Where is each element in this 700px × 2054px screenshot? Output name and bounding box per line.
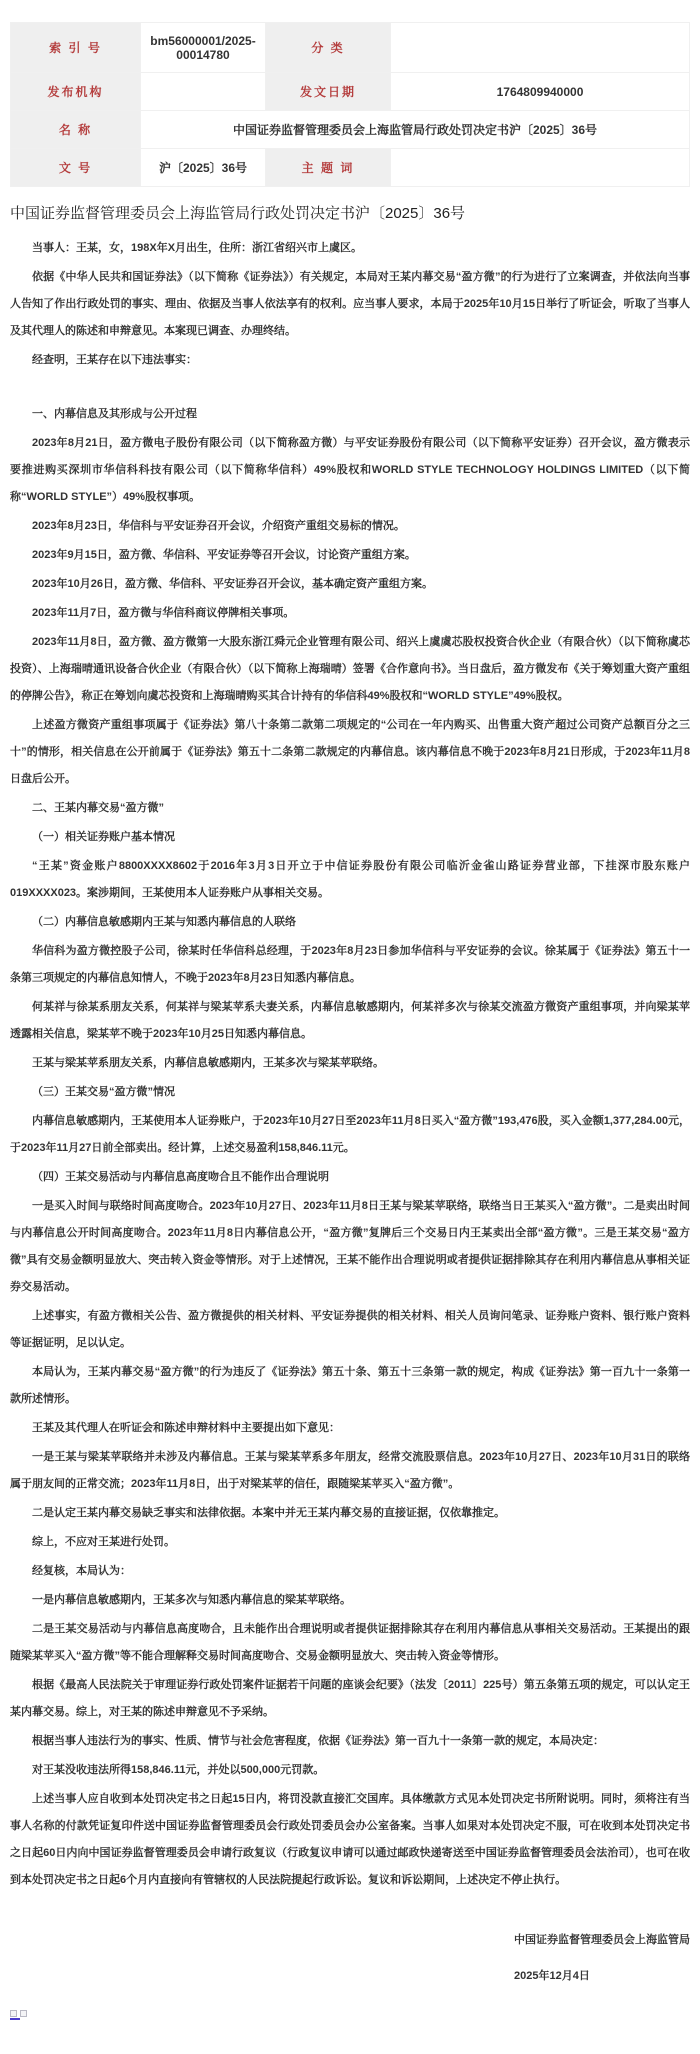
paragraph: （二）内幕信息敏感期内王某与知悉内幕信息的人联络 xyxy=(32,916,296,928)
paragraph: 王某及其代理人在听证会和陈述申辩材料中主要提出如下意见： xyxy=(32,1422,340,1434)
signature-agency: 中国证券监督管理委员会上海监管局 xyxy=(514,1934,690,1946)
paragraph: 对王某没收违法所得158,846.11元，并处以500,000元罚款。 xyxy=(32,1764,325,1776)
paragraph: 二、王某内幕交易“盈方微” xyxy=(32,802,164,814)
paragraph: 根据当事人违法行为的事实、性质、情节与社会危害程度，依据《证券法》第一百九十一条第一款的规定，本局决定： xyxy=(32,1735,604,1747)
meta-row-index xyxy=(11,23,690,73)
issue-date-label: 发文日期 xyxy=(266,73,391,111)
paragraph: 2023年11月7日，盈方微与华信科商议停牌相关事项。 xyxy=(32,607,295,619)
paragraph: 一是王某与梁某苹联络并未涉及内幕信息。王某与梁某苹系多年朋友，经常交流股票信息。2023年10月27日、2023年10月31日的联络属于朋友间的正常交流；2023年11月8日，出于对梁某苹的信任，跟随梁某苹买入“盈方微”。 xyxy=(10,1451,690,1490)
paragraph: 二是王某交易活动与内幕信息高度吻合，且未能作出合理说明或者提供证据排除其存在利用内幕信息从事相关交易活动。王某提出的跟随梁某苹买入“盈方微”等不能合理解释交易时间高度吻合、交易金额明显放大、突击转入资金等情形。 xyxy=(10,1623,690,1662)
paragraph: 综上，不应对王某进行处罚。 xyxy=(32,1536,175,1548)
paragraph: 华信科为盈方微控股子公司，徐某时任华信科总经理，于2023年8月23日参加华信科与平安证券的会议。徐某属于《证券法》第五十一条第三项规定的内幕信息知情人，不晚于2023年8月23日知悉内幕信息。 xyxy=(10,945,690,984)
document-body xyxy=(10,235,690,1894)
document-meta-table xyxy=(10,22,690,187)
paragraph: 依据《中华人民共和国证券法》（以下简称《证券法》）有关规定，本局对王某内幕交易“盈方微”的行为进行了立案调查，并依法向当事人告知了作出行政处罚的事实、理由、依据及当事人依法享有的权利。应当事人要求，本局于2025年10月15日举行了听证会，听取了当事人及其代理人的陈述和申辩意见。本案现已调查、办理终结。 xyxy=(10,271,690,337)
paragraph: （四）王某交易活动与内幕信息高度吻合且不能作出合理说明 xyxy=(32,1171,329,1183)
category-label: 分 类 xyxy=(266,23,391,73)
paragraph: 内幕信息敏感期内，王某使用本人证券账户，于2023年10月27日至2023年11月8日买入“盈方微”193,476股，买入金额1,377,284.00元，于2023年11月27日前全部卖出。经计算，上述交易盈利158,846.11元。 xyxy=(10,1115,690,1154)
paragraph: （三）王某交易“盈方微”情况 xyxy=(32,1086,175,1098)
issue-date-value: 1764809940000 xyxy=(391,73,690,111)
meta-row-name xyxy=(11,111,690,149)
share-icon[interactable] xyxy=(10,2010,17,2017)
doc-name-label: 名 称 xyxy=(11,111,141,149)
paragraph: 上述事实，有盈方微相关公告、盈方微提供的相关材料、平安证券提供的相关材料、相关人员询问笔录、证券账户资料、银行账户资料等证据证明，足以认定。 xyxy=(10,1310,690,1349)
doc-name-value: 中国证券监督管理委员会上海监管局行政处罚决定书沪〔2025〕36号 xyxy=(141,111,690,149)
paragraph: 王某与梁某苹系朋友关系，内幕信息敏感期内，王某多次与梁某苹联络。 xyxy=(32,1057,384,1069)
paragraph: 上述盈方微资产重组事项属于《证券法》第八十条第二款第二项规定的“公司在一年内购买、出售重大资产超过公司资产总额百分之三十”的情形，相关信息在公开前属于《证券法》第五十二条第二款规定的内幕信息。该内幕信息不晚于2023年8月21日形成，于2023年11月8日盘后公开。 xyxy=(10,719,690,785)
paragraph: 根据《最高人民法院关于审理证券行政处罚案件证据若干问题的座谈会纪要》（法发〔2011〕225号）第五条第五项的规定，可以认定王某内幕交易。综上，对王某的陈述申辩意见不予采纳。 xyxy=(10,1679,690,1718)
widget-underline xyxy=(10,2018,20,2020)
paragraph: 本局认为，王某内幕交易“盈方微”的行为违反了《证券法》第五十条、第五十三条第一款的规定，构成《证券法》第一百九十一条第一款所述情形。 xyxy=(10,1366,690,1405)
paragraph: 上述当事人应自收到本处罚决定书之日起15日内，将罚没款直接汇交国库。具体缴款方式见本处罚决定书所附说明。同时，须将注有当事人名称的付款凭证复印件送中国证券监督管理委员会行政处罚委员会办公室备案。当事人如果对本处罚决定不服，可在收到本处罚决定书之日起60日内向中国证券监督管理委员会申请行政复议（行政复议申请可以通过邮政快递寄送至中国证券监督管理委员会法治司），也可在收到本处罚决定书之日起6个月内直接向有管辖权的人民法院提起行政诉讼。复议和诉讼期间，上述决定不停止执行。 xyxy=(10,1793,690,1886)
paragraph: 何某祥与徐某系朋友关系，何某祥与梁某苹系夫妻关系，内幕信息敏感期内，何某祥多次与徐某交流盈方微资产重组事项，并向梁某苹透露相关信息，梁某苹不晚于2023年10月25日知悉内幕信息。 xyxy=(10,1001,690,1040)
doc-number-label: 文 号 xyxy=(11,149,141,187)
signature-area xyxy=(10,1932,690,1984)
issuing-agency-value xyxy=(141,73,266,111)
paragraph: “王某”资金账户8800XXXX8602于2016年3月3日开立于中信证券股份有限公司临沂金雀山路证券营业部，下挂深市股东账户019XXXX023。案涉期间，王某使用本人证券账户从事相关交易。 xyxy=(10,860,690,899)
paragraph: 经复核，本局认为： xyxy=(32,1565,131,1577)
category-value xyxy=(391,23,690,73)
subject-words-value xyxy=(391,149,690,187)
issuing-agency-label: 发布机构 xyxy=(11,73,141,111)
paragraph: 当事人：王某，女，198X年X月出生，住所：浙江省绍兴市上虞区。 xyxy=(32,242,363,254)
subject-words-label: 主 题 词 xyxy=(266,149,391,187)
paragraph: 2023年10月26日，盈方微、华信科、平安证券召开会议，基本确定资产重组方案。 xyxy=(32,578,433,590)
index-number-label: 索 引 号 xyxy=(11,23,141,73)
paragraph: 一是买入时间与联络时间高度吻合。2023年10月27日、2023年11月8日王某与梁某苹联络，联络当日王某买入“盈方微”。二是卖出时间与内幕信息公开时间高度吻合。2023年11月8日内幕信息公开，“盈方微”复牌后三个交易日内王某卖出全部“盈方微”。三是王某交易“盈方微”具有交易金额明显放大、突击转入资金等情形。对于上述情况，王某不能作出合理说明或者提供证据排除其存在利用内幕信息从事相关证券交易活动。 xyxy=(10,1200,690,1293)
document-title: 中国证券监督管理委员会上海监管局行政处罚决定书沪〔2025〕36号 xyxy=(10,205,466,222)
paragraph: 经查明，王某存在以下违法事实： xyxy=(32,354,197,366)
paragraph: 二是认定王某内幕交易缺乏事实和法律依据。本案中并无王某内幕交易的直接证据，仅依靠推定。 xyxy=(32,1507,505,1519)
paragraph: 2023年11月8日，盈方微、盈方微第一大股东浙江舜元企业管理有限公司、绍兴上虞虞芯股权投资合伙企业（有限合伙）（以下简称虞芯投资）、上海瑞晴通讯设备合伙企业（有限合伙）（以下简称上海瑞晴）签署《合作意向书》。当日盘后，盈方微发布《关于筹划重大资产重组的停牌公告》，称正在筹划向虞芯投资和上海瑞晴购买其合计持有的华信科49%股权和“WORLD STYLE”49%股权。 xyxy=(10,636,690,702)
share-widget xyxy=(10,2010,690,2024)
signature-date: 2025年12月4日 xyxy=(514,1970,590,1982)
paragraph: 一、内幕信息及其形成与公开过程 xyxy=(32,408,197,420)
print-icon[interactable] xyxy=(20,2010,27,2017)
paragraph: 2023年9月15日，盈方微、华信科、平安证券等召开会议，讨论资产重组方案。 xyxy=(32,549,416,561)
paragraph: （一）相关证券账户基本情况 xyxy=(32,831,175,843)
paragraph: 2023年8月23日，华信科与平安证券召开会议，介绍资产重组交易标的情况。 xyxy=(32,520,405,532)
index-number-value: bm56000001/2025-00014780 xyxy=(141,23,266,73)
paragraph: 2023年8月21日，盈方微电子股份有限公司（以下简称盈方微）与平安证券股份有限公司（以下简称平安证券）召开会议，盈方微表示要推进购买深圳市华信科科技有限公司（以下简称华信科）49%股权和WORLD STYLE TECHNOLOGY HOLDINGS LIMITED（以下简称“WORLD STYLE”）49%股权事项。 xyxy=(10,437,690,503)
meta-row-agency xyxy=(11,73,690,111)
doc-number-value: 沪〔2025〕36号 xyxy=(141,149,266,187)
signature-block xyxy=(514,1932,690,1984)
paragraph: 一是内幕信息敏感期内，王某多次与知悉内幕信息的梁某苹联络。 xyxy=(32,1594,351,1606)
meta-row-docnumber xyxy=(11,149,690,187)
